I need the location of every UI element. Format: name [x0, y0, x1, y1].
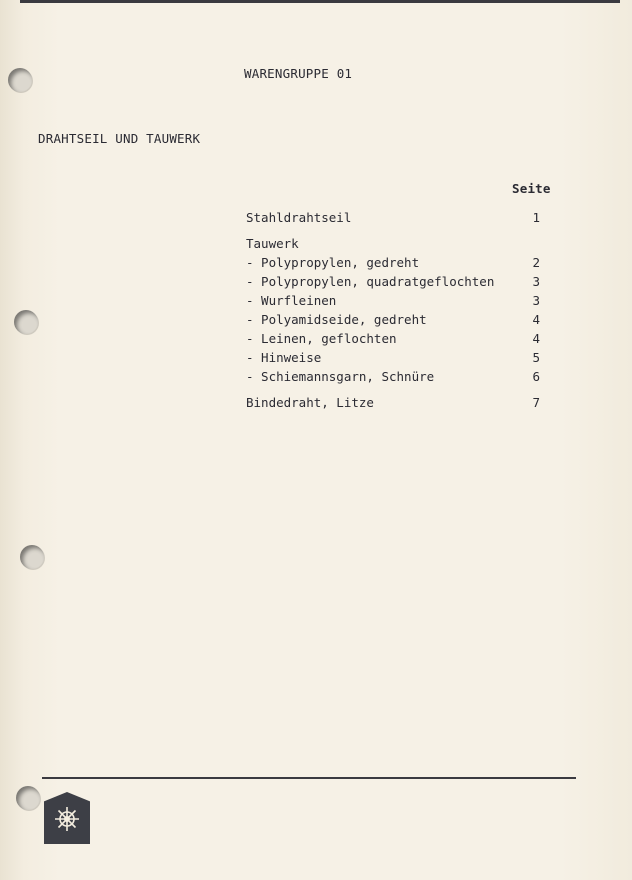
- toc-entry-label: Stahldrahtseil: [246, 210, 352, 225]
- punch-hole: [8, 68, 32, 92]
- toc-entry-label: - Leinen, geflochten: [246, 331, 397, 346]
- footer-rule: [42, 777, 576, 779]
- toc-entry: [246, 312, 546, 331]
- toc-entry: [246, 255, 546, 274]
- toc-entry-page: 3: [532, 274, 540, 289]
- toc-entry-page: 2: [532, 255, 540, 270]
- toc-entry-page: 7: [532, 395, 540, 410]
- toc-entry-page: 4: [532, 331, 540, 346]
- page-column-header: Seite: [512, 181, 551, 196]
- section-title: DRAHTSEIL UND TAUWERK: [38, 131, 201, 146]
- toc-entry: [246, 210, 546, 229]
- toc-entry-page: 1: [532, 210, 540, 225]
- top-edge-line: [20, 0, 620, 3]
- toc-entry-page: 6: [532, 369, 540, 384]
- toc-entry: [246, 395, 546, 414]
- toc-entry-page: 3: [532, 293, 540, 308]
- ship-wheel-icon: [52, 803, 82, 833]
- toc-entry-label: Bindedraht, Litze: [246, 395, 374, 410]
- table-of-contents: [246, 210, 546, 414]
- toc-entry: [246, 331, 546, 350]
- toc-entry-label: Tauwerk: [246, 236, 299, 251]
- warengruppe-heading: WARENGRUPPE 01: [244, 66, 353, 81]
- toc-entry-label: - Hinweise: [246, 350, 322, 365]
- toc-entry-page: 4: [532, 312, 540, 327]
- toc-entry: [246, 293, 546, 312]
- toc-entry-label: - Polypropylen, gedreht: [246, 255, 420, 270]
- toc-entry-page: 5: [532, 350, 540, 365]
- company-emblem: [44, 792, 90, 844]
- toc-entry: [246, 236, 546, 255]
- toc-entry-label: - Polypropylen, quadratgeflochten: [246, 274, 495, 289]
- toc-entry-label: - Wurfleinen: [246, 293, 337, 308]
- punch-hole: [16, 786, 40, 810]
- punch-hole: [14, 310, 38, 334]
- toc-entry: [246, 350, 546, 369]
- toc-entry-label: - Polyamidseide, gedreht: [246, 312, 427, 327]
- toc-entry: [246, 369, 546, 388]
- punch-hole: [20, 545, 44, 569]
- toc-entry: [246, 274, 546, 293]
- toc-entry-label: - Schiemannsgarn, Schnüre: [246, 369, 435, 384]
